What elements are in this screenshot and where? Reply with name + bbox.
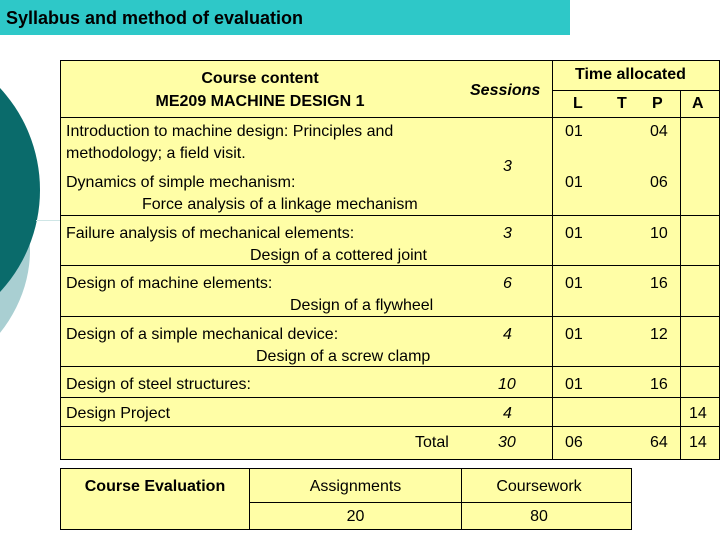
row-sessions-value: 6 — [503, 275, 512, 292]
header-col-a: A — [692, 95, 704, 112]
header-sessions: Sessions — [470, 82, 541, 99]
row-l-value: 01 — [565, 376, 583, 393]
row-l-value: 01 — [565, 225, 583, 242]
assignments-label: Assignments — [309, 478, 402, 495]
header-course-code: ME209 MACHINE DESIGN 1 — [155, 93, 365, 110]
row-a-value: 14 — [689, 405, 707, 422]
evaluation-label: Course Evaluation — [84, 478, 226, 495]
row-topic-line1: Design Project — [66, 405, 171, 422]
header-course-content: Course content — [201, 70, 319, 87]
row-p-value: 16 — [650, 275, 668, 292]
coursework-label: Coursework — [496, 478, 582, 495]
total-l: 06 — [565, 434, 583, 451]
row-p-value: 12 — [650, 326, 668, 343]
assignments-value: 20 — [346, 508, 365, 525]
row-sessions-value: 10 — [498, 376, 516, 393]
header-time-allocated: Time allocated — [575, 66, 686, 83]
evaluation-table — [60, 468, 632, 530]
row-topic-line1: Introduction to machine design: Principles and — [66, 123, 394, 140]
row-l-value: 01 — [565, 326, 583, 343]
row-l-value: 01 — [565, 123, 583, 140]
total-p: 64 — [650, 434, 668, 451]
row-p-value: 06 — [650, 174, 668, 191]
header-col-l: L — [573, 95, 583, 112]
row-p-value: 04 — [650, 123, 668, 140]
row-topic-line2: Design of a screw clamp — [256, 348, 431, 365]
row-sessions-value: 4 — [503, 405, 512, 422]
row-l-value: 01 — [565, 174, 583, 191]
row-topic-line2: Force analysis of a linkage mechanism — [142, 196, 418, 213]
row-topic-line2: Design of a flywheel — [290, 297, 434, 314]
row-topic-line1: Design of a simple mechanical device: — [66, 326, 339, 343]
row-topic-line2: Design of a cottered joint — [250, 247, 427, 264]
row-topic-line1: Design of machine elements: — [66, 275, 273, 292]
coursework-value: 80 — [530, 508, 548, 525]
total-a: 14 — [689, 434, 707, 451]
total-label: Total — [415, 434, 449, 451]
row-sessions-value: 3 — [503, 158, 512, 175]
row-topic-line1: Dynamics of simple mechanism: — [66, 174, 296, 191]
row-topic-line2: methodology; a field visit. — [66, 145, 246, 162]
total-sessions: 30 — [498, 434, 516, 451]
row-l-value: 01 — [565, 275, 583, 292]
row-sessions-value: 3 — [503, 225, 512, 242]
header-col-t: T — [617, 95, 627, 112]
syllabus-table — [60, 60, 720, 460]
title-bar — [0, 0, 570, 35]
header-col-p: P — [652, 95, 663, 112]
row-sessions-value: 4 — [503, 326, 512, 343]
row-topic-line1: Failure analysis of mechanical elements: — [66, 225, 355, 242]
row-p-value: 10 — [650, 225, 668, 242]
slide-title: Syllabus and method of evaluation — [6, 8, 304, 28]
row-topic-line1: Design of steel structures: — [66, 376, 251, 393]
row-p-value: 16 — [650, 376, 668, 393]
